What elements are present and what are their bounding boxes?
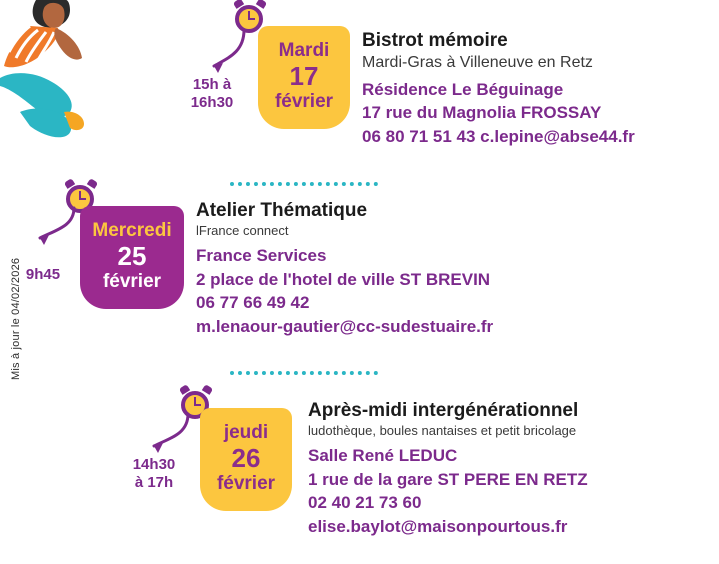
event-phone-3: 02 40 21 73 60 [308, 493, 422, 513]
event-phone-2: 06 77 66 49 42 [196, 293, 310, 313]
date-day-3: jeudi [223, 422, 269, 443]
event-title-3: Après-midi intergénérationnel [308, 400, 579, 421]
date-number-2: 25 [117, 241, 147, 272]
event-address-2: 2 place de l'hotel de ville ST BREVIN [196, 269, 491, 289]
event-venue-1: Résidence Le Béguinage [362, 80, 564, 100]
date-month-1: février [274, 91, 334, 113]
event-venue-2: France Services [196, 246, 327, 266]
event-subtitle-3: ludothèque, boules nantaises et petit bricolage [308, 422, 577, 438]
date-number-1: 17 [289, 61, 319, 92]
event-time-3: 14h30 à 17h [132, 456, 176, 491]
date-month-2: février [102, 271, 162, 293]
event-details-2 [196, 200, 596, 338]
event-time-2: 9h45 [25, 266, 61, 283]
event-title-2: Atelier Thématique [196, 200, 368, 221]
date-badge-3 [200, 408, 292, 511]
woman-illustration [0, 0, 140, 140]
event-address-3: 1 rue de la gare ST PERE EN RETZ [308, 469, 588, 489]
event-details-3 [308, 400, 708, 538]
curved-arrow-icon [26, 204, 82, 256]
event-venue-3: Salle René LEDUC [308, 446, 458, 466]
event-email-2: m.lenaour-gautier@cc-sudestuaire.fr [196, 316, 494, 336]
event-time-1: 15h à 16h30 [190, 76, 234, 111]
date-day-2: Mercredi [92, 220, 172, 241]
date-badge-2 [80, 206, 184, 309]
event-subtitle-2: lFrance connect [196, 222, 289, 238]
date-badge-1 [258, 26, 350, 129]
last-updated-note: Mis à jour le 04/02/2026 [10, 257, 22, 380]
event-address-1: 17 rue du Magnolia FROSSAY [362, 103, 602, 123]
date-day-1: Mardi [278, 40, 330, 61]
date-number-3: 26 [231, 443, 261, 474]
event-subtitle-1: Mardi-Gras à Villeneuve en Retz [362, 53, 593, 71]
dotted-divider-1 [230, 182, 378, 190]
dotted-divider-2 [230, 371, 378, 379]
event-email-3: elise.baylot@maisonpourtous.fr [308, 516, 568, 536]
event-contact-1: 06 80 71 51 43 c.lepine@abse44.fr [362, 126, 635, 146]
date-month-3: février [216, 473, 276, 495]
event-title-1: Bistrot mémoire [362, 30, 508, 51]
event-details-1 [362, 30, 707, 148]
